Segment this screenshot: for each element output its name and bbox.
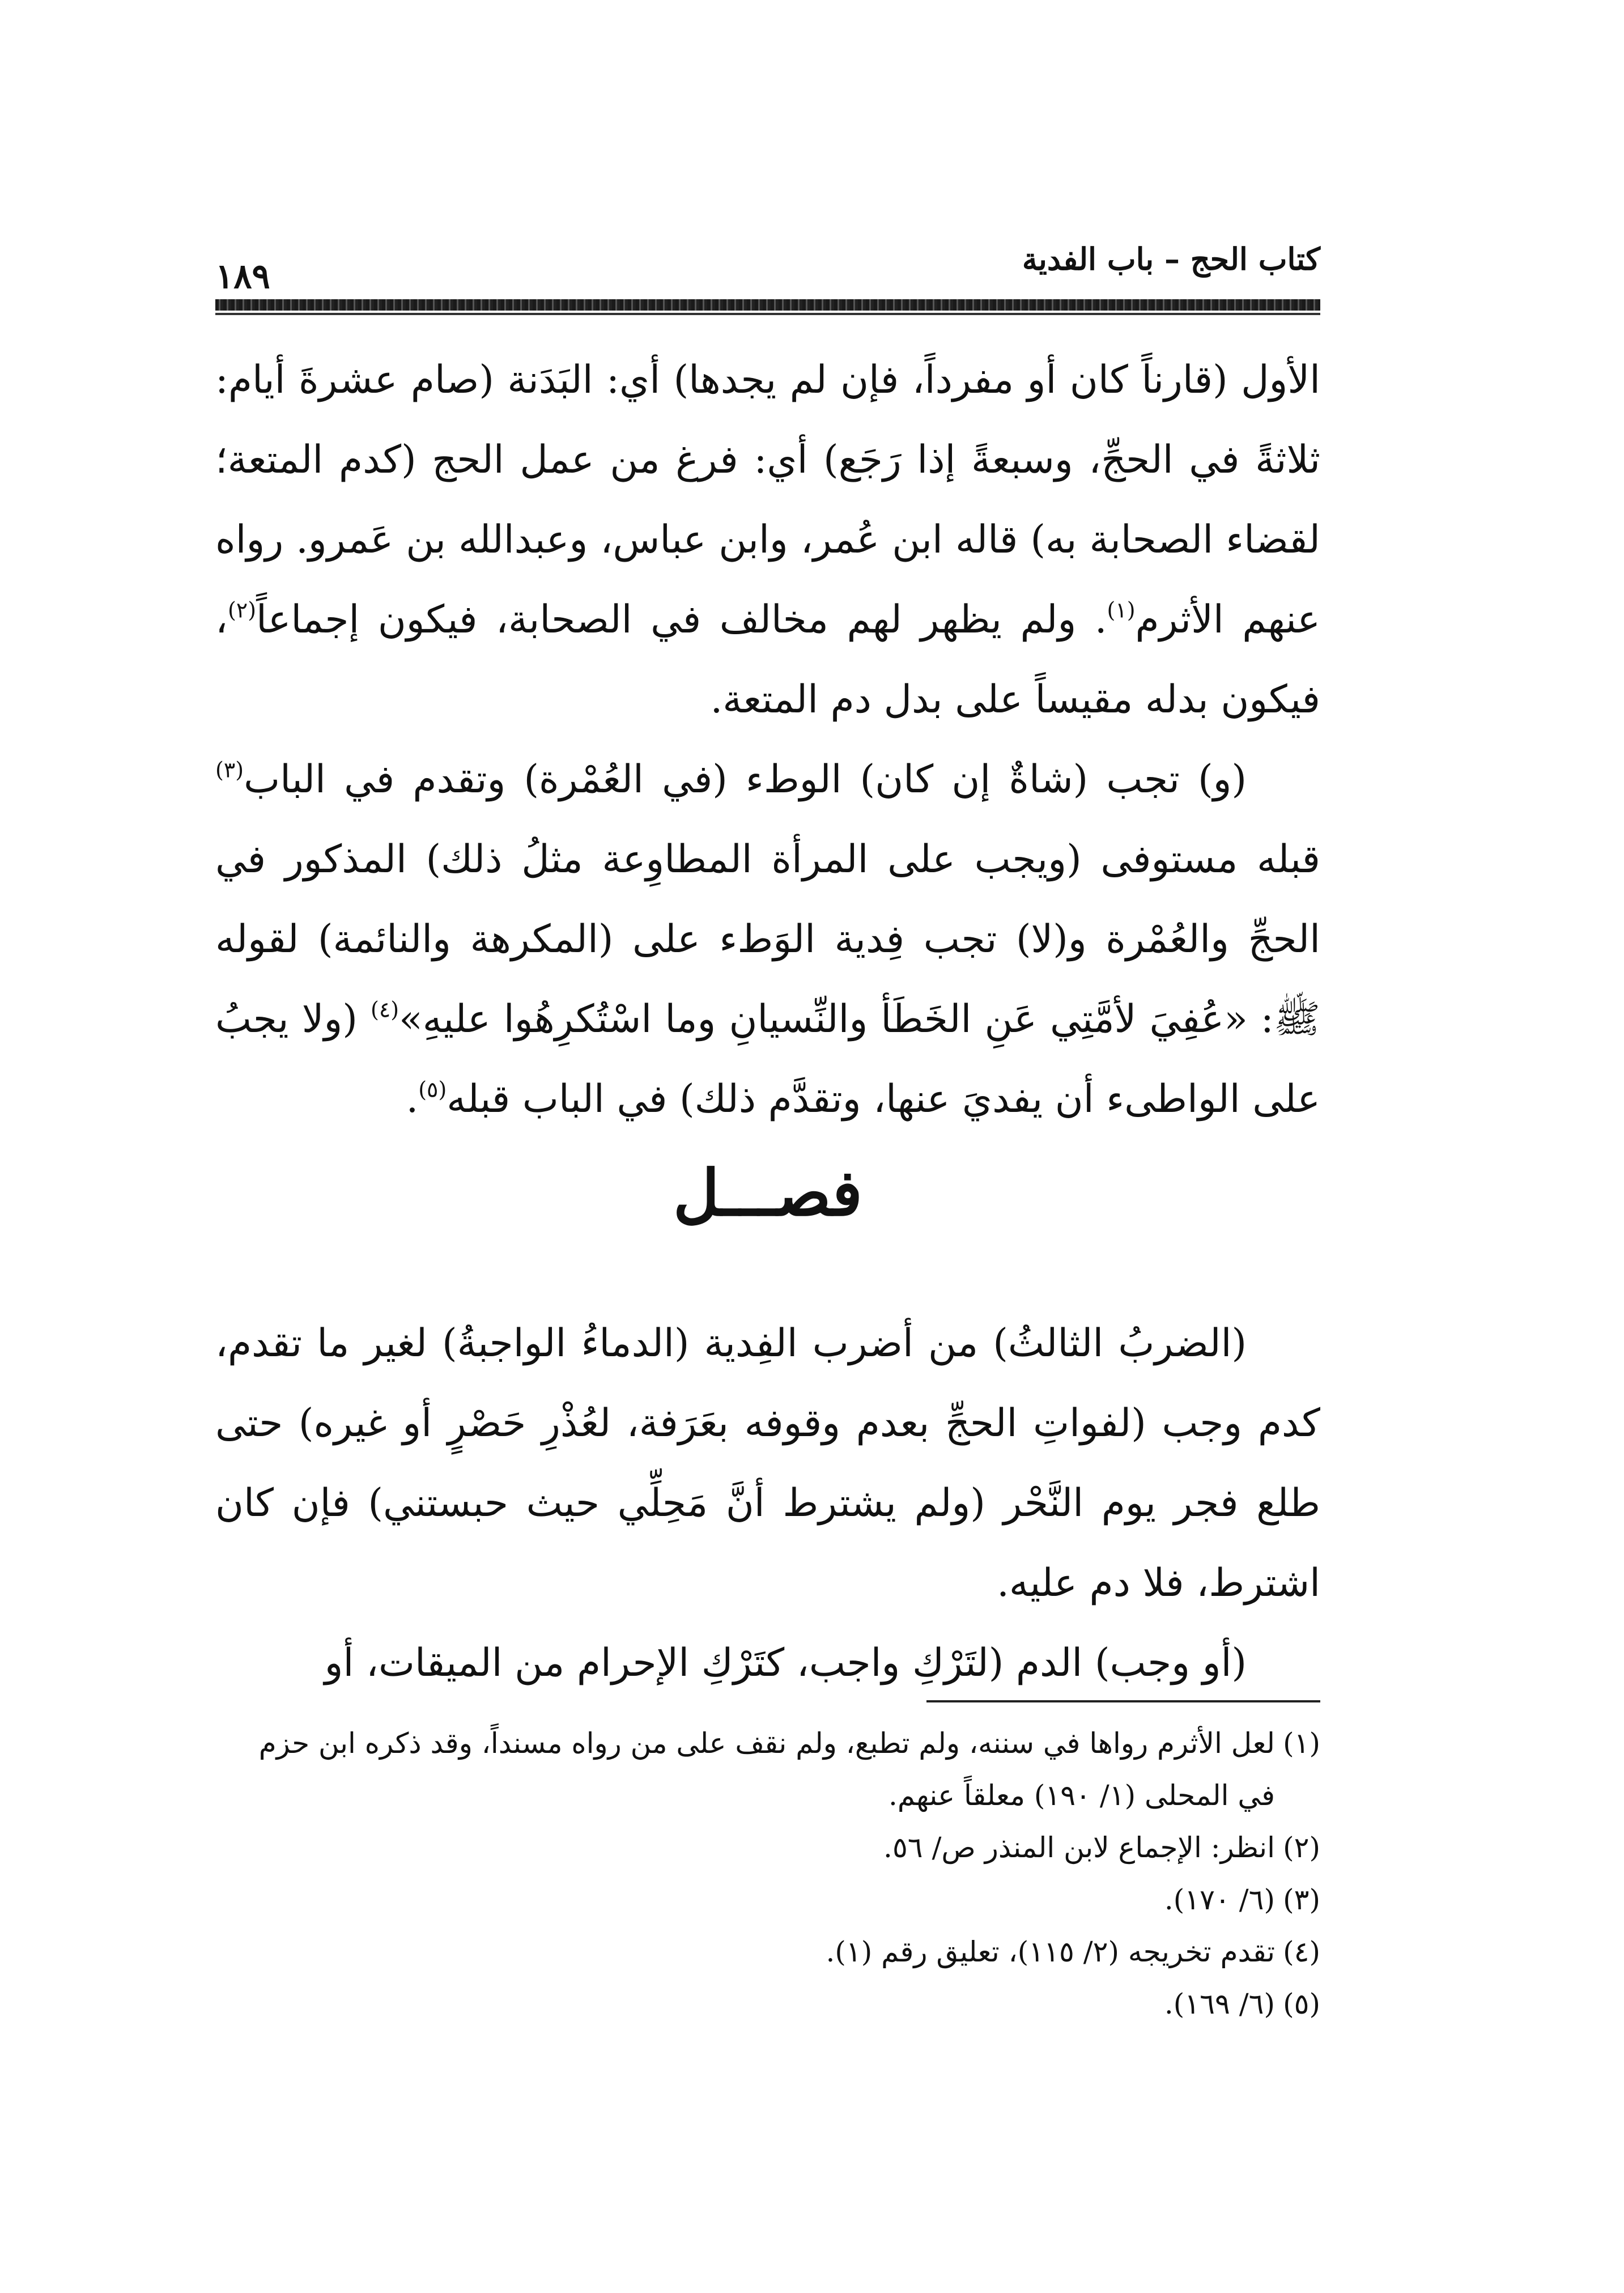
footnote-ref-1[interactable]: (١) xyxy=(1107,597,1136,623)
footnote-text: (٦/ ١٦٩). xyxy=(1164,1988,1275,2020)
paragraph-2 xyxy=(215,740,1320,1139)
footnote-ref-5[interactable]: (٥) xyxy=(418,1077,447,1102)
page-number: ١٨٩ xyxy=(215,257,270,296)
header-rule-thin xyxy=(215,313,1320,315)
footnote-1 xyxy=(215,1717,1320,1821)
paragraph-text: ، فيكون بدله مقيساً على بدل دم المتعة. xyxy=(215,597,1320,722)
paragraph-1 xyxy=(215,340,1320,740)
footnote-ref-4[interactable]: (٤) xyxy=(371,997,399,1022)
section-heading: فصـــل xyxy=(673,1156,862,1230)
running-header xyxy=(215,235,1320,298)
footnote-number: (١) xyxy=(1283,1727,1320,1760)
footnote-text: تقدم تخريجه (٢/ ١١٥)، تعليق رقم (١). xyxy=(826,1935,1275,1968)
section-paragraph-1: (الضربُ الثالثُ) من أضرب الفِدية (الدماءُ الواجبةُ) لغير ما تقدم، كدم وجب (لفواتِ الحجِّ بعدم وقوفه بعَرَفة، لعُذْرِ حَصْرٍ أو غيره) حتى طلع فجر يوم النَّحْر (ولم يشترط أنَّ مَحِلِّي حيث حبستني) فإن كان اشترط، فلا دم عليه. xyxy=(215,1321,1320,1606)
section-paragraph-2: (أو وجب) الدم (لتَرْكِ واجب، كتَرْكِ الإحرام من الميقات، أو xyxy=(324,1641,1247,1685)
footnote-ref-2[interactable]: (٢) xyxy=(227,597,257,623)
paragraph-text: الأول (قارناً كان أو مفرداً، فإن لم يجدها) أي: البَدَنة (صام عشرةَ أيام: ثلاثةً في الحجِّ، وسبعةً إذا رَجَع) أي: فرغ من عمل الحج (كدم المتعة؛ لقضاء الصحابة به) قاله ابن عُمر، وابن عباس، وعبدالله بن عَمرو. رواه عنهم الأثرم xyxy=(215,358,1320,642)
paragraph-text: (ولا يجبُ على الواطىء أن يفديَ عنها، وتقدَّم ذلك) في الباب قبله xyxy=(215,997,1320,1122)
footnote-number: (٢) xyxy=(1283,1831,1320,1864)
footnote-5 xyxy=(215,1978,1320,2030)
footnote-number: (٣) xyxy=(1283,1883,1320,1916)
section-text xyxy=(215,1303,1320,1703)
footnotes xyxy=(215,1717,1320,2030)
paragraph-text: . xyxy=(406,1077,419,1122)
footnote-ref-3[interactable]: (٣) xyxy=(215,757,244,783)
header-rule xyxy=(215,299,1320,311)
paragraph-text: قبله مستوفى (ويجب على المرأة المطاوِعة مثلُ ذلك) المذكور في الحجِّ والعُمْرة و(لا) تجب فِدية الوَطء على (المكرهة والنائمة) لقوله ﷺ: «عُفِيَ لأمَّتِي عَنِ الخَطَأ والنِّسيانِ وما اسْتُكرِهُوا عليهِ» xyxy=(215,837,1320,1042)
footnote-number: (٤) xyxy=(1283,1935,1320,1968)
footnote-3 xyxy=(215,1874,1320,1926)
paragraph-text: (و) تجب (شاةٌ إن كان) الوطء (في العُمْرة) وتقدم في الباب xyxy=(244,757,1247,802)
footnote-text: (٦/ ١٧٠). xyxy=(1164,1883,1275,1916)
footnote-2 xyxy=(215,1821,1320,1874)
chapter-title: كتاب الحج – باب الفدية xyxy=(1022,241,1320,277)
footnote-4 xyxy=(215,1926,1320,1978)
paragraph-text: . ولم يظهر لهم مخالف في الصحابة، فيكون إجماعاً xyxy=(256,597,1107,642)
footnote-separator xyxy=(926,1700,1320,1702)
footnote-text: لعل الأثرم رواها في سننه، ولم تطبع، ولم نقف على من رواه مسنداً، وقد ذكره ابن حزم في المحلى (١/ ١٩٠) معلقاً عنهم. xyxy=(258,1727,1275,1812)
main-text xyxy=(215,340,1320,1139)
footnote-text: انظر: الإجماع لابن المنذر ص/ ٥٦. xyxy=(883,1831,1275,1864)
footnote-number: (٥) xyxy=(1283,1988,1320,2020)
